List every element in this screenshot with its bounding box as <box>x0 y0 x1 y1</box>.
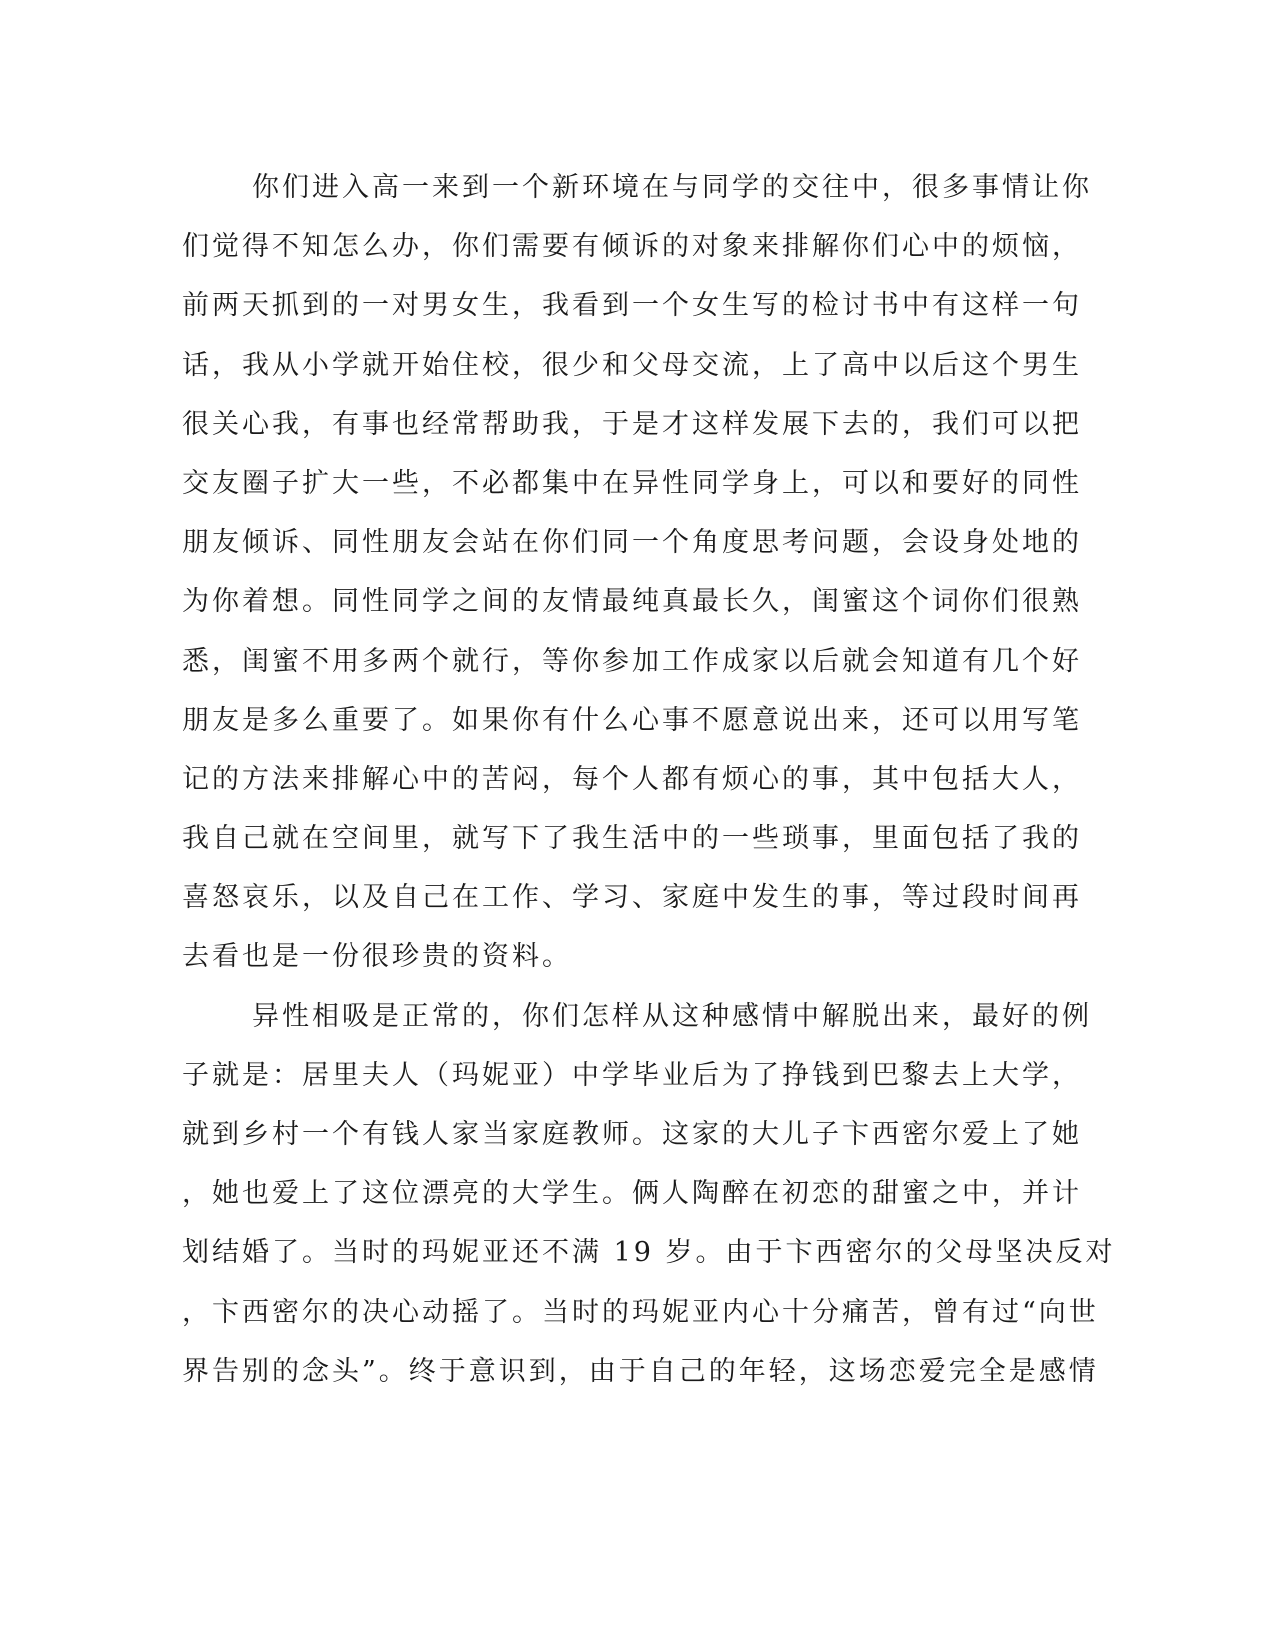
text-line: 很关心我，有事也经常帮助我，于是才这样发展下去的，我们可以把 <box>182 408 1082 440</box>
body-text <box>182 158 1116 1401</box>
text-line: 悉，闺蜜不用多两个就行，等你参加工作成家以后就会知道有几个好 <box>182 645 1082 677</box>
paragraph-2 <box>182 987 1116 1401</box>
text-line: 们觉得不知怎么办，你们需要有倾诉的对象来排解你们心中的烦恼， <box>182 231 1082 263</box>
text-line: 前两天抓到的一对男女生，我看到一个女生写的检讨书中有这样一句 <box>182 290 1082 322</box>
text-line: 记的方法来排解心中的苦闷，每个人都有烦心的事，其中包括大人， <box>182 763 1082 795</box>
text-line: 喜怒哀乐，以及自己在工作、学习、家庭中发生的事，等过段时间再 <box>182 882 1082 914</box>
text-line: 子就是：居里夫人（玛妮亚）中学毕业后为了挣钱到巴黎去上大学， <box>182 1059 1082 1091</box>
text-line: 就到乡村一个有钱人家当家庭教师。这家的大儿子卞西密尔爱上了她 <box>182 1119 1082 1150</box>
text-line: 划结婚了。当时的玛妮亚还不满 19 岁。由于卞西密尔的父母坚决反对 <box>182 1237 1116 1269</box>
text-line: 界告别的念头”。终于意识到，由于自己的年轻，这场恋爱完全是感情 <box>182 1355 1099 1387</box>
text-line: 朋友倾诉、同性朋友会站在你们同一个角度思考问题，会设身处地的 <box>182 527 1082 559</box>
text-line: 话，我从小学就开始住校，很少和父母交流，上了高中以后这个男生 <box>182 349 1082 381</box>
paragraph-1 <box>182 158 1092 987</box>
text-line: ，卞西密尔的决心动摇了。当时的玛妮亚内心十分痛苦，曾有过“向世 <box>182 1296 1099 1328</box>
text-line: 交友圈子扩大一些，不必都集中在异性同学身上，可以和要好的同性 <box>182 467 1082 499</box>
text-line: ，她也爱上了这位漂亮的大学生。俩人陶醉在初恋的甜蜜之中，并计 <box>182 1178 1082 1210</box>
text-line: 你们进入高一来到一个新环境在与同学的交往中，很多事情让你 <box>252 172 1092 203</box>
text-line: 我自己就在空间里，就写下了我生活中的一些琐事，里面包括了我的 <box>182 823 1082 855</box>
text-line: 去看也是一份很珍贵的资料。 <box>182 941 572 973</box>
text-line: 为你着想。同性同学之间的友情最纯真最长久，闺蜜这个词你们很熟 <box>182 586 1082 618</box>
text-line: 异性相吸是正常的，你们怎样从这种感情中解脱出来，最好的例 <box>252 1000 1092 1032</box>
text-line: 朋友是多么重要了。如果你有什么心事不愿意说出来，还可以用写笔 <box>182 704 1082 736</box>
